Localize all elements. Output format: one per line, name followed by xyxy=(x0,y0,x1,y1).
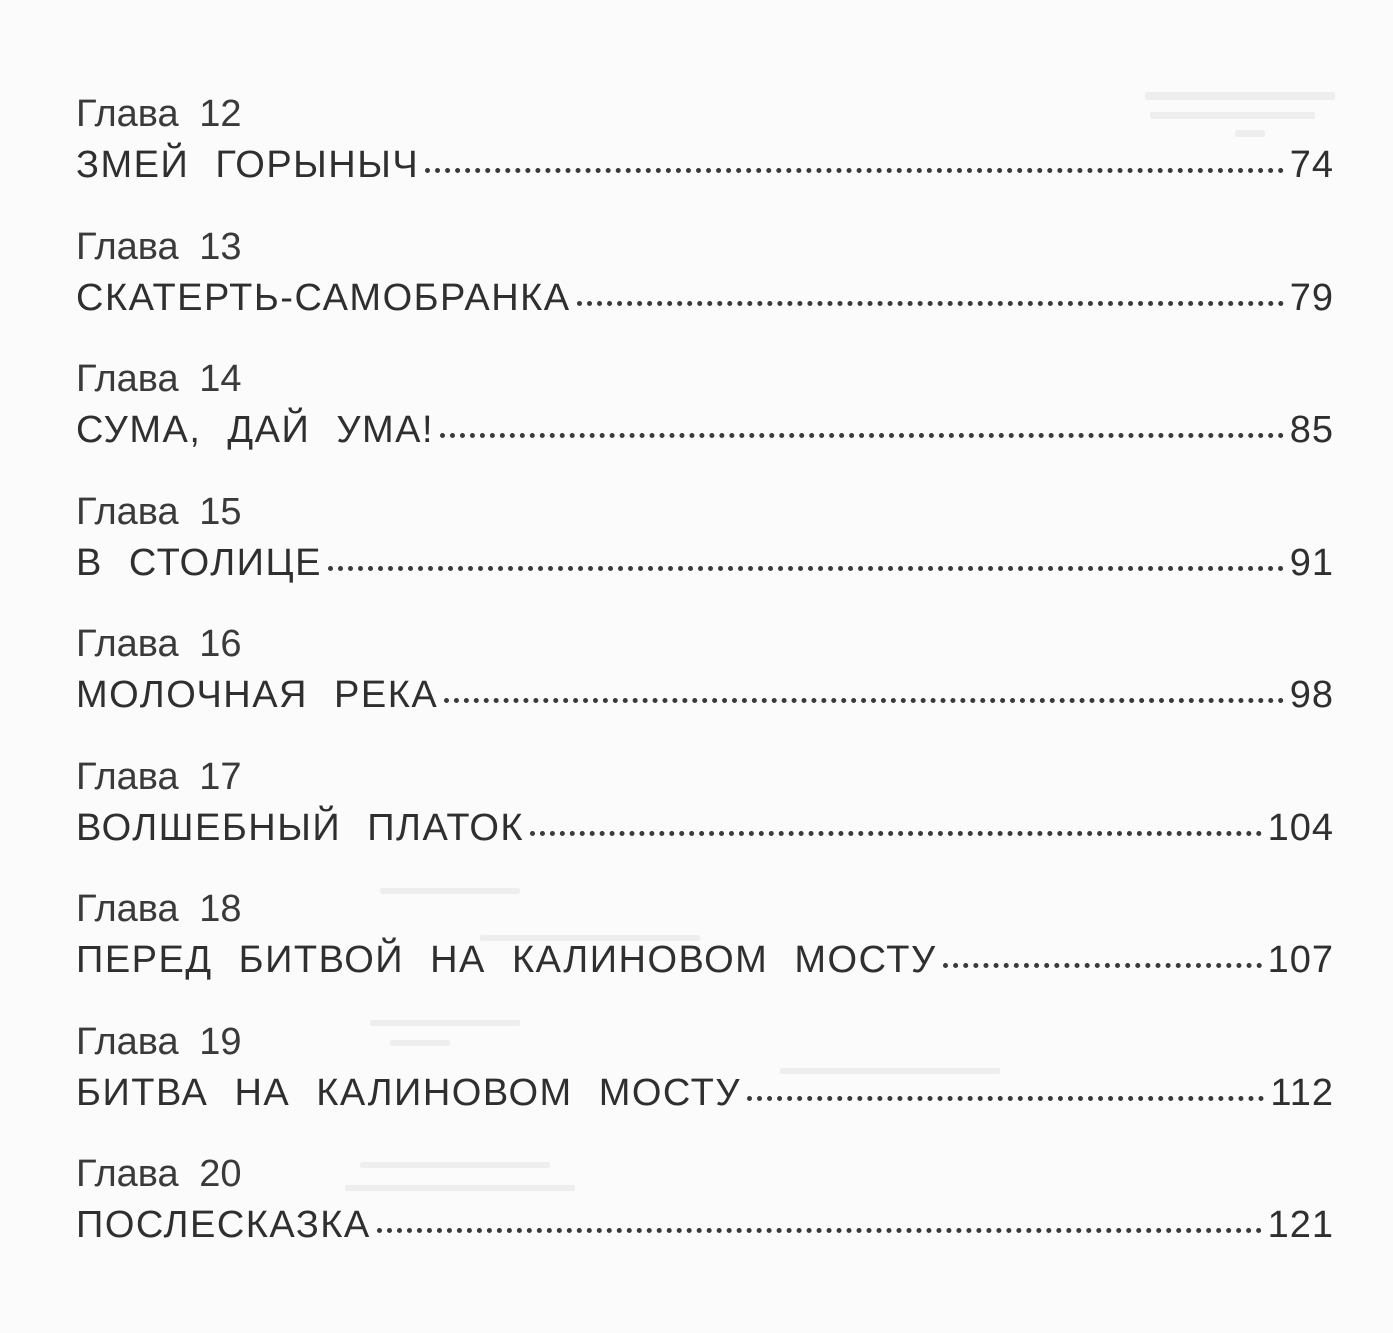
chapter-label: Глава 19 xyxy=(76,1020,242,1063)
title-row xyxy=(76,1070,1334,1116)
chapter-label: Глава 14 xyxy=(76,358,242,400)
page-number: 74 xyxy=(1289,144,1334,186)
page-number: 104 xyxy=(1267,806,1334,849)
toc-entry[interactable] xyxy=(76,92,1334,225)
title-row xyxy=(76,275,1334,321)
title-row xyxy=(76,407,1334,453)
dot-leader xyxy=(444,698,1283,703)
page-number: 85 xyxy=(1289,409,1334,451)
title-row xyxy=(76,937,1334,983)
dot-leader xyxy=(577,301,1284,306)
dot-leader xyxy=(747,1096,1264,1101)
chapter-label: Глава 15 xyxy=(76,490,242,533)
chapter-label: Глава 12 xyxy=(76,93,242,135)
toc-entry[interactable] xyxy=(76,1152,1334,1285)
page-number: 112 xyxy=(1270,1071,1334,1114)
chapter-title: В СТОЛИЦЕ xyxy=(76,541,322,584)
title-row xyxy=(76,672,1334,718)
page-number: 98 xyxy=(1289,674,1334,716)
chapter-label: Глава 13 xyxy=(76,225,242,268)
title-row xyxy=(76,805,1334,851)
chapter-title: СУМА, ДАЙ УМА! xyxy=(76,409,435,451)
chapter-label: Глава 20 xyxy=(76,1153,242,1195)
toc-entry[interactable] xyxy=(76,755,1334,888)
dot-leader xyxy=(328,566,1284,571)
title-row xyxy=(76,142,1334,188)
chapter-label: Глава 16 xyxy=(76,623,242,665)
toc-entry[interactable] xyxy=(76,887,1334,1020)
page-number: 79 xyxy=(1289,276,1334,319)
chapter-title: ПОСЛЕСКАЗКА xyxy=(76,1204,371,1246)
page-number: 107 xyxy=(1267,939,1334,981)
chapter-title: СКАТЕРТЬ-САМОБРАНКА xyxy=(76,276,571,319)
toc-entry[interactable] xyxy=(76,357,1334,490)
page-number: 91 xyxy=(1289,541,1334,584)
chapter-label: Глава 18 xyxy=(76,888,242,930)
dot-leader xyxy=(943,963,1262,968)
table-of-contents xyxy=(76,92,1334,1285)
title-row xyxy=(76,540,1334,586)
chapter-title: ПЕРЕД БИТВОЙ НА КАЛИНОВОМ МОСТУ xyxy=(76,939,937,981)
chapter-label: Глава 17 xyxy=(76,755,242,798)
dot-leader xyxy=(377,1228,1262,1233)
toc-entry[interactable] xyxy=(76,1020,1334,1153)
toc-entry[interactable] xyxy=(76,225,1334,358)
chapter-title: БИТВА НА КАЛИНОВОМ МОСТУ xyxy=(76,1071,741,1114)
page-number: 121 xyxy=(1267,1204,1334,1246)
chapter-title: ЗМЕЙ ГОРЫНЫЧ xyxy=(76,144,420,186)
dot-leader xyxy=(440,433,1284,438)
chapter-title: ВОЛШЕБНЫЙ ПЛАТОК xyxy=(76,806,525,849)
toc-entry[interactable] xyxy=(76,622,1334,755)
dot-leader xyxy=(530,831,1262,836)
dot-leader xyxy=(425,168,1284,173)
toc-entry[interactable] xyxy=(76,490,1334,623)
chapter-title: МОЛОЧНАЯ РЕКА xyxy=(76,674,439,716)
title-row xyxy=(76,1202,1334,1248)
